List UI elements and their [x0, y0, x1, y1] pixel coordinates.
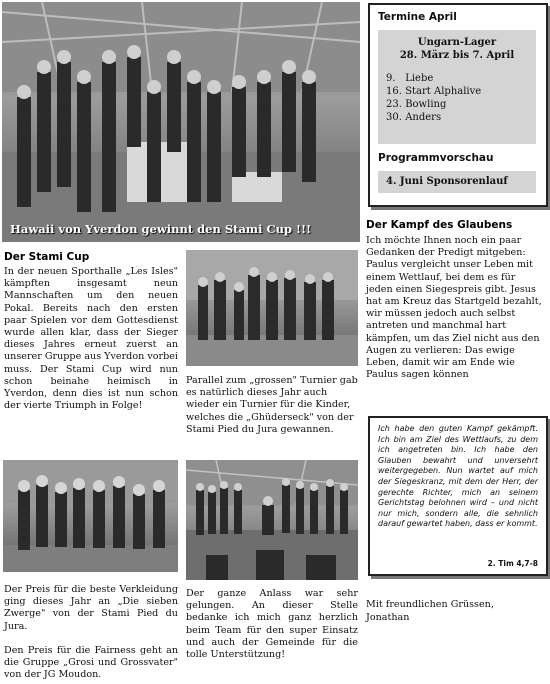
event-row: 30. Anders: [386, 112, 442, 123]
event-row: 16. Start Alphalive: [386, 86, 482, 97]
prize-text-2: Den Preis für die Fairness geht an die Gruppe „Grosi und Grossvater" von der JG Moudon.: [4, 645, 178, 681]
team-photo: [186, 460, 358, 580]
termine-title: Termine April: [378, 11, 457, 23]
bible-quote-text: Ich habe den guten Kampf gekämpft. Ich bin am Ziel des Wettlaufs, zu dem ich angetreten bin. Ich habe den Glauben bewahrt und unversehrt weitergegeben. Nun wartet auf mich der Siegeskranz, mit dem der Herr, der gerechte Richter, mich an seinem Gerichtstag belohnen wird – und nicht nur mich, sondern alle, die sehnlich darauf gewartet haben, dass er kommt.: [378, 424, 538, 529]
dwarfs-photo: [3, 460, 178, 572]
kampf-text: Ich möchte Ihnen noch ein paar Gedanken der Predigt mitgeben: Paulus vergleicht unser Leben mit einem Wettlauf, bei dem es für jeden einen Siegespreis gibt. Jesus hat am Kreuz das Startgeld bezahlt, wir müssen jedoch auch selbst antreten und manchmal hart kämpfen, um das Ziel nicht aus den Augen zu verlieren: Das ewige Leben, damit wir am Ende wie Paulus sagen können: [366, 235, 542, 381]
closing-greeting: Mit freundlichen Grüssen,: [366, 599, 494, 610]
kampf-title: Der Kampf des Glaubens: [366, 219, 513, 231]
prize-text-1: Der Preis für die beste Verkleidung ging dieses Jahr an „Die sieben Zwerge" von der Stami Pied du Jura.: [4, 584, 178, 632]
programm-box: [378, 171, 536, 193]
parallel-text: Parallel zum „grossen" Turnier gab es natürlich dieses Jahr auch wieder ein Turnier für die Kinder, welches die „Ghüderseck" von der Stami Pied du Jura gewannen.: [186, 375, 358, 435]
anlass-text: Der ganze Anlass war sehr gelungen. An dieser Stelle bedanke ich mich ganz herzlich beim Team für den super Einsatz und auch der Gemeinde für die tolle Unterstützung!: [186, 588, 358, 661]
main-photo: [2, 2, 360, 242]
event-row: 9. Liebe: [386, 73, 434, 84]
termine-box: [368, 3, 548, 207]
camp-name: Ungarn-Lager: [417, 37, 497, 48]
closing-name: Jonathan: [366, 612, 410, 623]
camp-dates: 28. März bis 7. April: [399, 50, 515, 61]
event-row: 23. Bowling: [386, 99, 447, 110]
stami-cup-title: Der Stami Cup: [4, 251, 90, 263]
stami-cup-text: In der neuen Sporthalle „Les Isles" kämpften insgesamt neun Mannschaften um den neuen Pokal. Bereits nach den ersten paar Spielen vor dem Gottesdienst wurde allen klar, dass der Sieger dieses Jahres erneut zuerst an unserer Gruppe aus Yverdon vorbei muss. Der Stami Cup wird nun schon beinahe heimisch in Yverdon, denn dies ist nun schon der vierte Triumph in Folge!: [4, 266, 178, 412]
programm-item: 4. Juni Sponsorenlauf: [386, 176, 508, 187]
termine-list: [378, 30, 536, 144]
bible-quote-box: [368, 416, 548, 576]
main-photo-caption: Hawaii von Yverdon gewinnt den Stami Cup !!!: [10, 222, 312, 236]
bible-quote-reference: 2. Tim 4,7-8: [487, 559, 538, 568]
kids-photo: [186, 250, 358, 366]
programm-title: Programmvorschau: [378, 152, 494, 164]
